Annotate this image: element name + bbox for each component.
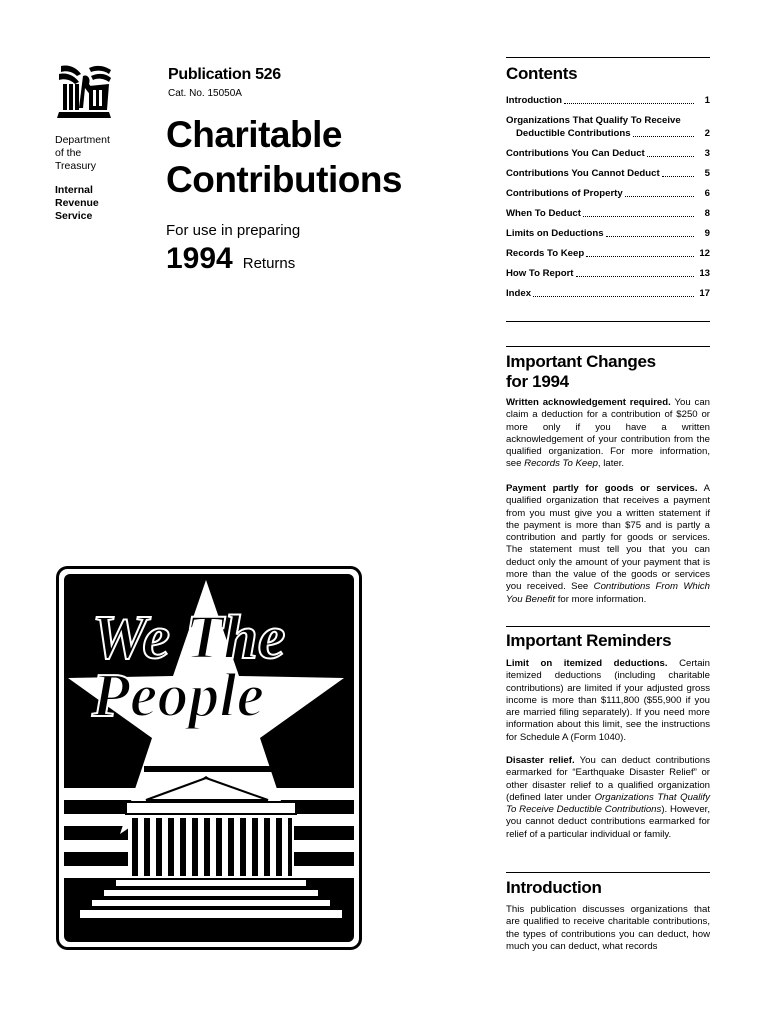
agency-treasury: Treasury	[55, 160, 97, 172]
divider	[506, 346, 710, 347]
run-in-heading: Limit on itemized deductions.	[506, 658, 668, 669]
toc-label: Contributions of Property	[506, 188, 623, 199]
cover-line-2: People	[92, 662, 265, 730]
agency-internal: Internal	[55, 184, 93, 196]
toc-label: How To Report	[506, 268, 574, 279]
cover-line-1: We The	[92, 604, 286, 672]
agency-service: Service	[55, 210, 93, 222]
cross-reference: Organizations That Qualify To Receive Deductible Contributions	[506, 791, 710, 816]
toc-page: 3	[704, 148, 710, 159]
toc-entry[interactable]	[506, 227, 710, 240]
agency-revenue: Revenue	[55, 197, 99, 209]
run-in-heading: Written acknowledgement required.	[506, 397, 671, 408]
important-reminders-title: Important Reminders	[506, 631, 672, 650]
toc-page: 9	[704, 228, 710, 239]
contents-title: Contents	[506, 64, 578, 83]
toc-page: 5	[704, 168, 710, 179]
toc-page: 6	[704, 188, 710, 199]
divider	[506, 872, 710, 873]
page-title	[166, 112, 402, 202]
title-line-2: Contributions	[166, 159, 403, 200]
divider	[506, 321, 710, 322]
divider	[506, 57, 710, 58]
toc-label-continued: Deductible Contributions	[516, 128, 631, 139]
paragraph-payment-partly: Payment partly for goods or services. A qualified organization that receives a payment from you must give you a written statement if the payment is more than $75 and is partly a contribution and partly for goods or services. The statement must tell you that you can deduct only the amount of your payment that is more than the value of the goods or services you received. See Contributions From Which You Benefit for more information.	[506, 483, 710, 605]
title-line: for 1994	[506, 372, 569, 391]
year-line	[166, 242, 295, 276]
toc-page: 2	[704, 128, 710, 139]
toc-label: Records To Keep	[506, 248, 585, 259]
columns-icon	[128, 816, 294, 878]
cross-reference: Records To Keep	[524, 458, 598, 470]
agency-department: Department	[55, 134, 110, 146]
publication-number: Publication 526	[168, 66, 281, 83]
run-in-heading: Payment partly for goods or services.	[506, 483, 698, 494]
paragraph-written-acknowledgement: Written acknowledgement required. You can claim a deduction for a contribution of $250 or more only if you have a written acknowledgement of your contribution from the qualified organization. For more information, see Records To Keep, later.	[506, 397, 710, 470]
toc-entry[interactable]	[506, 147, 710, 160]
important-changes-title	[506, 352, 656, 392]
paragraph-limit-itemized: Limit on itemized deductions. Certain itemized deductions (including charitable contributions) are limited if your adjusted gross income is more than $111,800 ($55,900 if you are married filing separately). If you need more information about this limit, see the instructions for Schedule A (Form 1040).	[506, 658, 710, 743]
table-of-contents	[506, 94, 710, 300]
toc-entry[interactable]	[506, 247, 710, 260]
for-use-text: For use in preparing	[166, 222, 301, 239]
toc-label: When To Deduct	[506, 208, 581, 219]
toc-page: 1	[704, 95, 710, 106]
paragraph-disaster-relief: Disaster relief. You can deduct contributions earmarked for “Earthquake Disaster Relief” or other disaster relief to a qualified organization (defined later under Organizations That Qualify To Receive Deductible Contributions). However, you cannot deduct contributions earmarked for relief of a particular individual or family.	[506, 755, 710, 840]
toc-entry[interactable]	[506, 167, 710, 180]
toc-label: Introduction	[506, 95, 562, 106]
irs-eagle-logo-icon	[55, 62, 113, 120]
introduction-title: Introduction	[506, 878, 602, 897]
toc-label: Organizations That Qualify To Receive	[506, 115, 681, 126]
toc-entry[interactable]	[506, 267, 710, 280]
divider	[506, 626, 710, 627]
title-line-1: Charitable	[166, 114, 342, 155]
paragraph-introduction: This publication discusses organizations that are qualified to receive charitable contributions, the types of contributions you can deduct, how much you can deduct, what records	[506, 904, 710, 952]
we-the-people-cover-art	[56, 566, 362, 950]
cross-reference: Contributions From Which You Benefit	[506, 581, 710, 605]
toc-entry[interactable]	[506, 114, 710, 140]
agency-block	[55, 134, 155, 223]
toc-entry[interactable]	[506, 287, 710, 300]
toc-entry[interactable]	[506, 187, 710, 200]
toc-entry[interactable]	[506, 94, 710, 107]
toc-label: Contributions You Cannot Deduct	[506, 168, 660, 179]
toc-page: 12	[699, 248, 710, 259]
title-line: Important Changes	[506, 352, 656, 371]
toc-page: 17	[699, 288, 710, 299]
toc-label: Limits on Deductions	[506, 228, 604, 239]
run-in-heading: Disaster relief.	[506, 755, 575, 766]
tax-year: 1994	[166, 242, 233, 275]
toc-page: 13	[699, 268, 710, 279]
agency-of-the: of the	[55, 147, 82, 159]
toc-label: Index	[506, 288, 532, 299]
returns-label: Returns	[242, 255, 296, 272]
toc-label: Contributions You Can Deduct	[506, 148, 645, 159]
toc-entry[interactable]	[506, 207, 710, 220]
toc-page: 8	[704, 208, 710, 219]
catalog-number: Cat. No. 15050A	[168, 88, 242, 99]
